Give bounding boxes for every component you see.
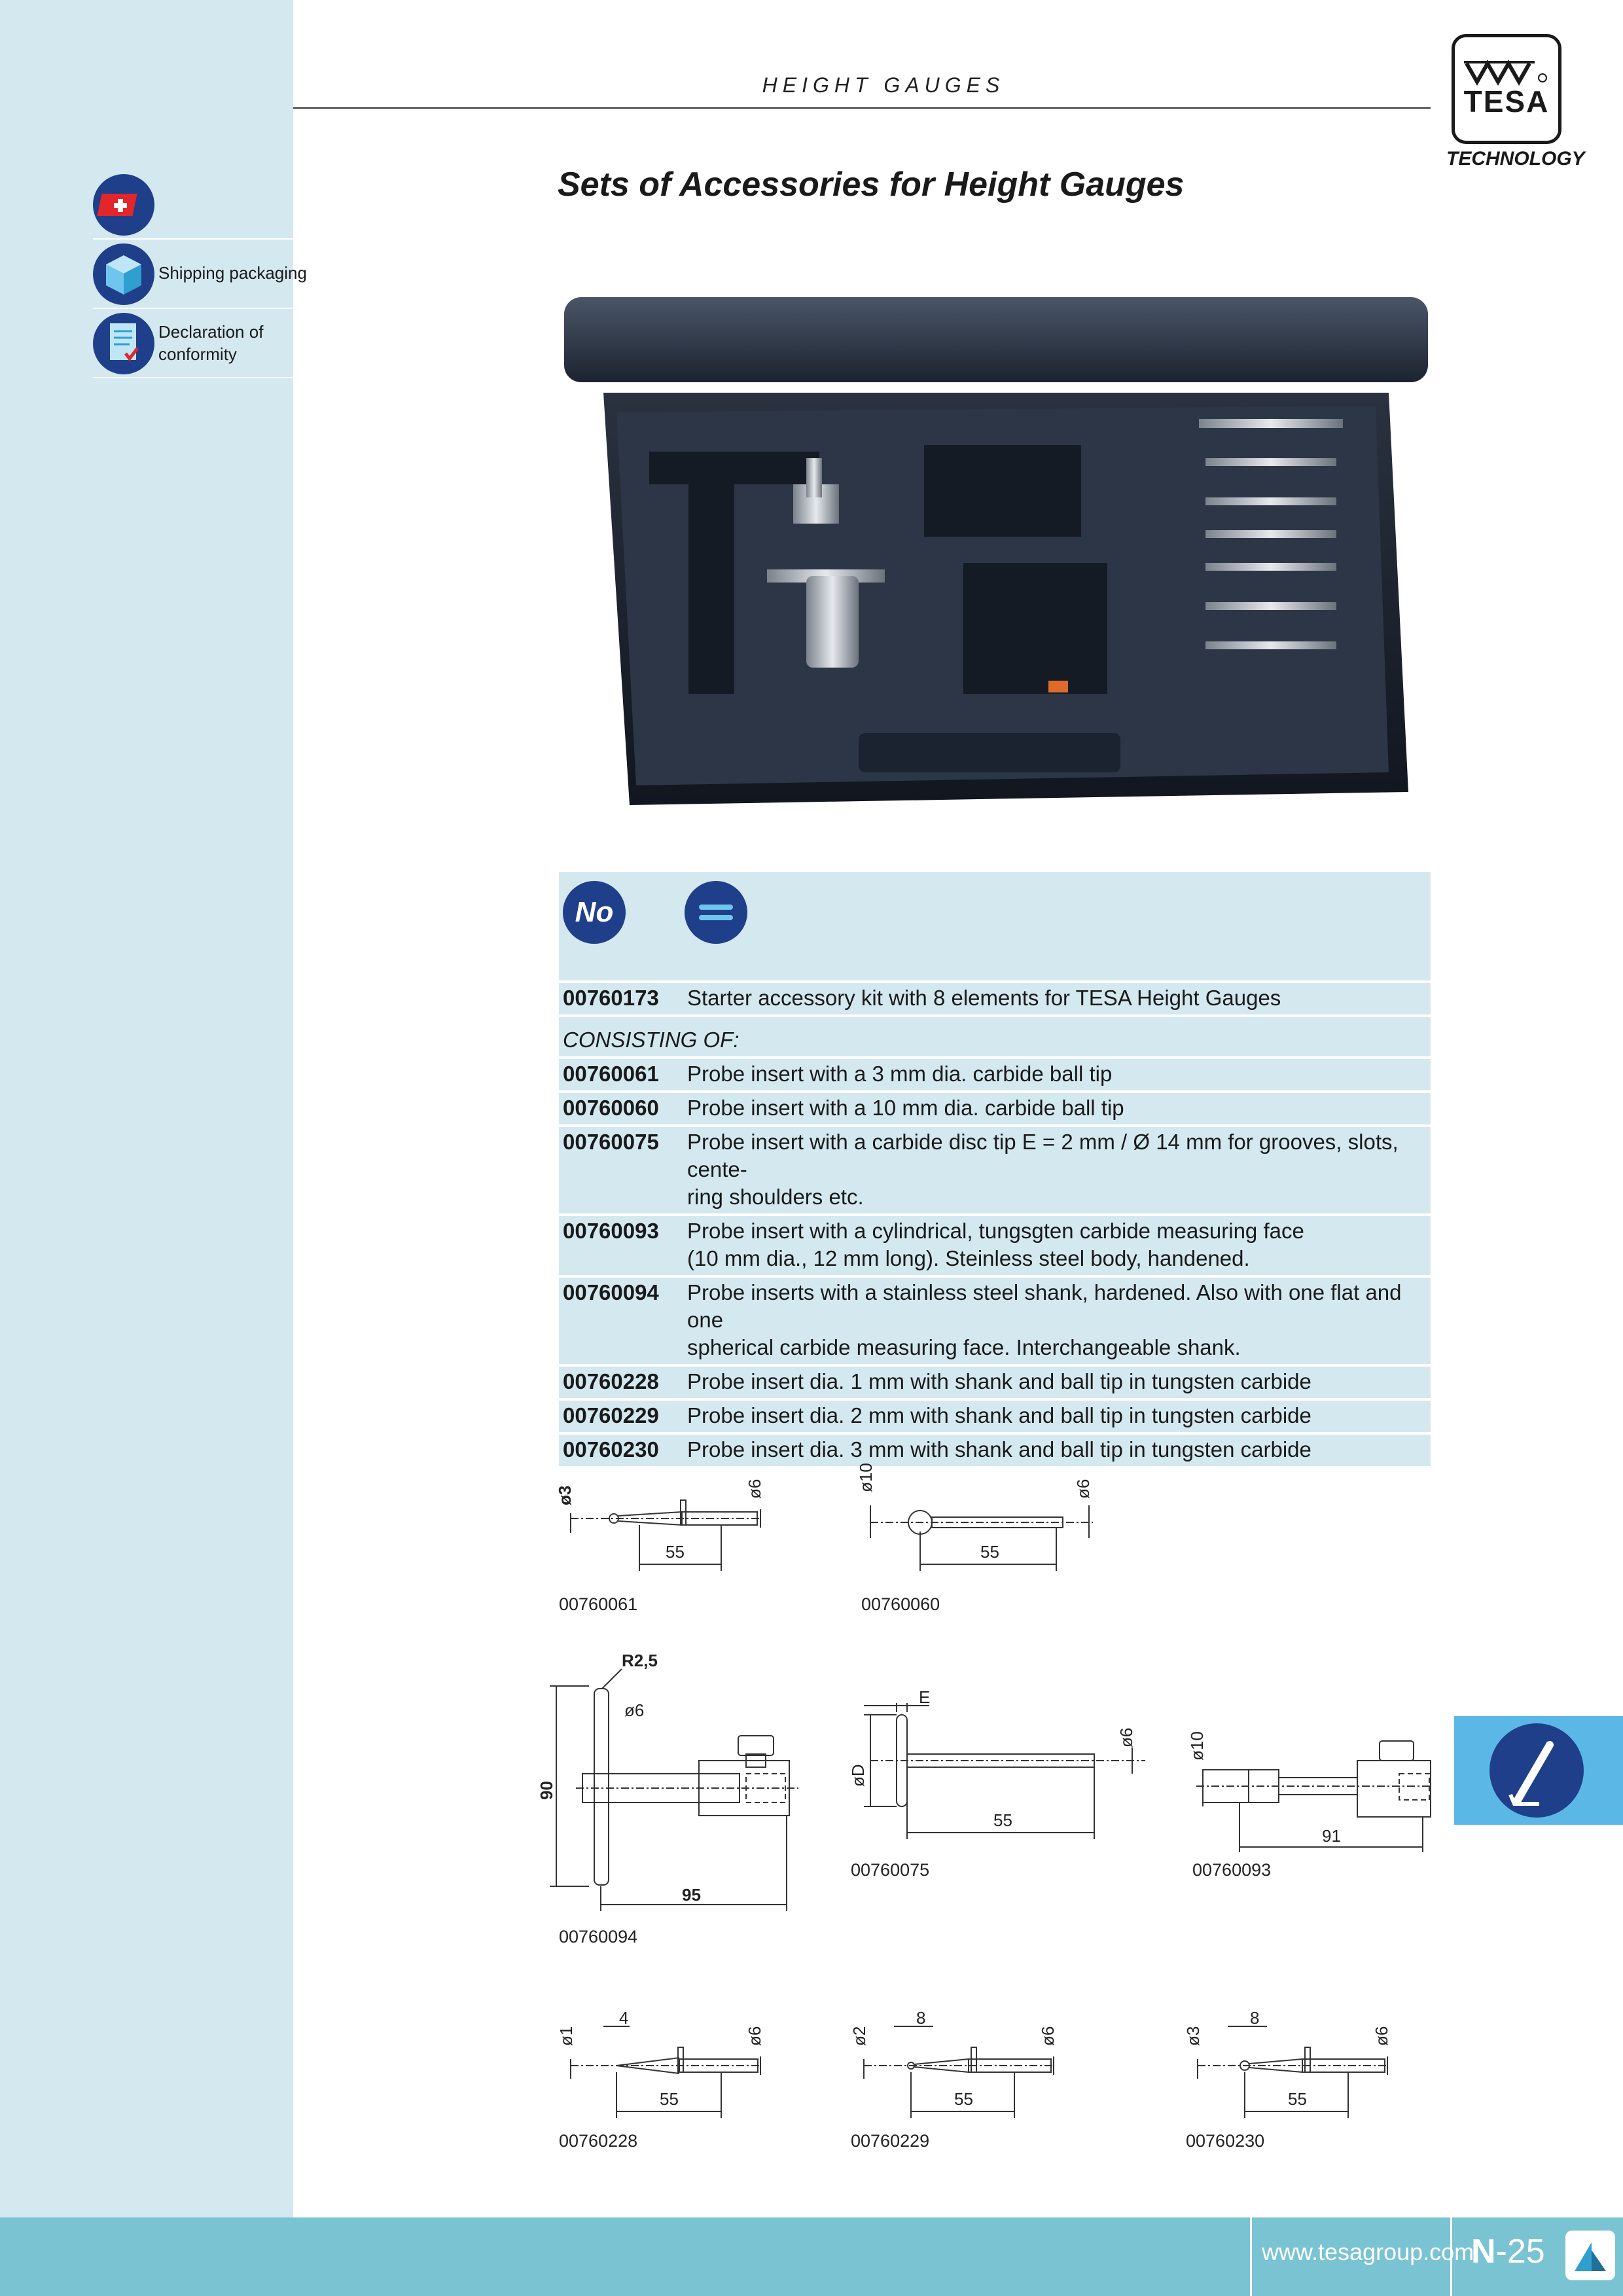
- dim-label: 8: [1250, 2008, 1260, 2028]
- dim-label: 8: [916, 2008, 926, 2028]
- dim-label: 90: [537, 1781, 556, 1800]
- section-header: HEIGHT GAUGES: [762, 73, 1005, 97]
- drawing-00760230: [1185, 2007, 1407, 2125]
- drawing-caption: 00760230: [1186, 2131, 1265, 2151]
- dim-label: ø3: [1183, 2026, 1203, 2046]
- dim-label: ø6: [1372, 2026, 1391, 2046]
- logo-tagline: TECHNOLOGY: [1446, 148, 1585, 170]
- drawing-caption: 00760094: [559, 1927, 638, 1946]
- dim-label: ø6: [745, 1479, 764, 1499]
- article-description: Starter accessory kit with 8 elements for TESA Height Gauges: [687, 986, 1281, 1010]
- dim-label: ø6: [624, 1700, 645, 1720]
- description-line: Probe insert with a cylindrical, tungsgten carbide measuring face: [687, 1219, 1304, 1243]
- dim-label: ø10: [1187, 1731, 1207, 1761]
- article-description: [687, 1128, 1431, 1211]
- table-row: [559, 1278, 1431, 1367]
- dim-label: ø1: [556, 2026, 576, 2046]
- description-line: (10 mm dia., 12 mm long). Steinless steel body, handened.: [687, 1246, 1250, 1270]
- article-code: 00760075: [563, 1130, 659, 1154]
- article-code: 00760093: [563, 1219, 659, 1243]
- dim-label: 95: [682, 1885, 701, 1905]
- article-code: 00760173: [563, 986, 659, 1010]
- dim-label: ø6: [1038, 2026, 1058, 2046]
- table-row: [559, 1059, 1431, 1093]
- drawing-00760060: [857, 1460, 1106, 1577]
- article-description: Probe insert with a 10 mm dia. carbide ball tip: [687, 1096, 1124, 1120]
- sidebar-divider: [93, 308, 293, 309]
- page-number: [1471, 2232, 1545, 2271]
- table-row: [559, 1127, 1431, 1216]
- article-description: [687, 1279, 1431, 1361]
- description-line: ring shoulders etc.: [687, 1185, 864, 1209]
- article-code: 00760229: [563, 1403, 659, 1427]
- drawing-caption: 00760075: [851, 1860, 930, 1880]
- dim-label: ø6: [1116, 1727, 1136, 1748]
- section-label: CONSISTING OF:: [563, 1028, 740, 1052]
- sidebar-divider: [93, 377, 293, 378]
- article-table: [559, 872, 1431, 1469]
- header-divider: [293, 107, 1431, 109]
- drawing-00760094: [537, 1649, 812, 1918]
- sidebar-label-line: conformity: [158, 344, 237, 364]
- dim-label: 55: [660, 2089, 679, 2109]
- dim-label: 55: [954, 2089, 973, 2109]
- dim-label: ø2: [849, 2026, 869, 2046]
- table-header: [559, 872, 1431, 983]
- dim-label: ø3: [555, 1485, 575, 1505]
- article-description: Probe insert dia. 3 mm with shank and ball tip in tungsten carbide: [687, 1437, 1311, 1462]
- dim-label: ø6: [745, 2026, 764, 2046]
- swiss-made-icon: [93, 174, 154, 236]
- sidebar-label: Shipping packaging: [158, 263, 307, 283]
- sidebar-divider: [93, 238, 293, 240]
- article-description: Probe insert dia. 1 mm with shank and ball tip in tungsten carbide: [687, 1369, 1311, 1393]
- drawing-caption: 00760061: [559, 1594, 638, 1614]
- dim-label: øD: [848, 1764, 868, 1787]
- dim-label: 55: [666, 1542, 685, 1562]
- drawing-caption: 00760060: [861, 1594, 940, 1614]
- dim-label: 55: [980, 1542, 999, 1562]
- page-digits: -25: [1495, 2233, 1545, 2270]
- logo-brand: TESA: [1463, 84, 1550, 118]
- drawing-00760228: [558, 2007, 780, 2125]
- drawing-caption: 00760228: [559, 2131, 638, 2151]
- article-code: 00760230: [563, 1437, 659, 1462]
- article-description: Probe insert with a 3 mm dia. carbide ball tip: [687, 1062, 1113, 1086]
- drawing-00760075: [844, 1689, 1158, 1846]
- description-line: Probe inserts with a stainless steel shank, hardened. Also with one flat and one: [687, 1280, 1402, 1332]
- sidebar-label: [158, 321, 263, 365]
- dim-label: R2,5: [622, 1651, 658, 1670]
- chapter-tab[interactable]: [1454, 1716, 1623, 1825]
- article-description: [687, 1217, 1431, 1272]
- certificate-icon: [93, 313, 154, 374]
- corner-logo-icon: [1565, 2231, 1615, 2280]
- table-row: [559, 1401, 1431, 1435]
- drawing-00760229: [851, 2007, 1073, 2125]
- article-code: 00760228: [563, 1369, 659, 1393]
- dim-label: E: [919, 1687, 931, 1707]
- description-line: spherical carbide measuring face. Interchangeable shank.: [687, 1335, 1241, 1359]
- footer-separator: [1250, 2217, 1252, 2296]
- table-row: [559, 1093, 1431, 1127]
- section-label-row: [559, 1017, 1431, 1059]
- drawing-00760061: [555, 1460, 780, 1577]
- dim-label: 55: [1288, 2089, 1307, 2109]
- article-description: Probe insert dia. 2 mm with shank and ball tip in tungsten carbide: [687, 1403, 1311, 1427]
- dim-label: 4: [619, 2008, 629, 2028]
- page-title: Sets of Accessories for Height Gauges: [558, 166, 1185, 204]
- drawing-00760093: [1183, 1702, 1432, 1859]
- article-code: 00760060: [563, 1096, 659, 1120]
- height-gauge-icon: [1454, 1716, 1623, 1825]
- dim-label: 91: [1322, 1826, 1341, 1846]
- table-row: [559, 1216, 1431, 1278]
- article-number-icon: No: [563, 881, 626, 944]
- accessory-case-photo: [558, 288, 1435, 812]
- dim-label: 55: [993, 1810, 1012, 1830]
- dim-label: ø10: [856, 1463, 876, 1492]
- footer-url[interactable]: www.tesagroup.com: [1262, 2238, 1474, 2265]
- dim-label: ø6: [1073, 1479, 1093, 1499]
- page-letter: N: [1471, 2233, 1496, 2270]
- table-row: [559, 983, 1431, 1017]
- description-line: Probe insert with a carbide disc tip E = 2 mm / Ø 14 mm for grooves, slots, cente-: [687, 1130, 1399, 1181]
- article-code: 00760094: [563, 1280, 659, 1304]
- drawing-caption: 00760229: [851, 2131, 930, 2151]
- package-box-icon: [93, 243, 154, 305]
- table-row: [559, 1367, 1431, 1401]
- drawing-caption: 00760093: [1192, 1860, 1272, 1880]
- article-code: 00760061: [563, 1062, 659, 1086]
- sidebar-label-line: Declaration of: [158, 322, 264, 342]
- equals-icon: [685, 881, 747, 944]
